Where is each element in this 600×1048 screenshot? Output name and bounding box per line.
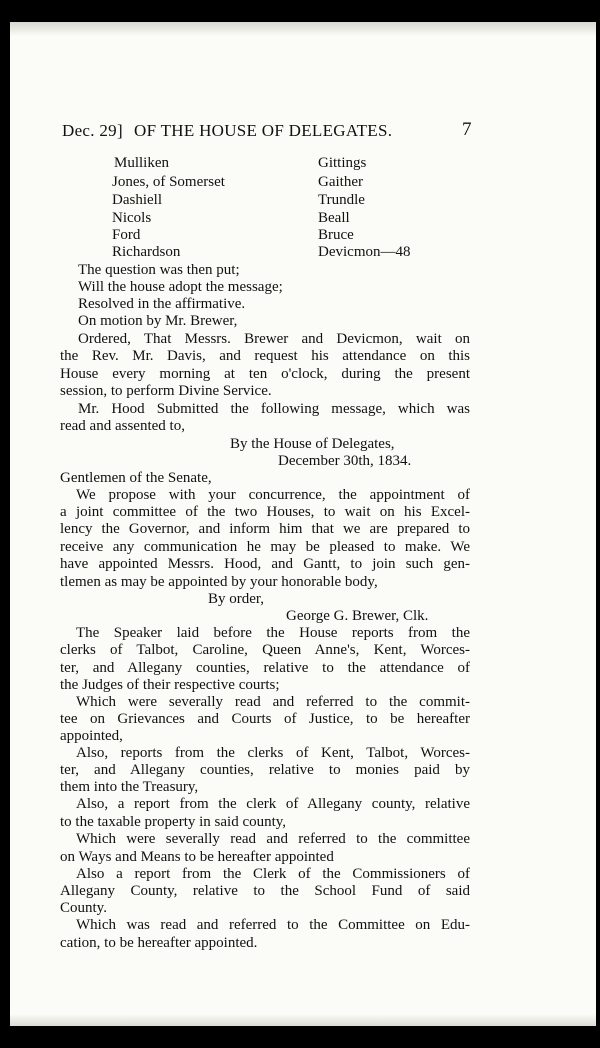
text-line: Gentlemen of the Senate, xyxy=(60,470,212,486)
text-line: on Ways and Means to be hereafter appointed xyxy=(60,849,334,865)
text-line: We propose with your concurrence, the appointment of xyxy=(76,487,470,503)
text-line: a joint committee of the two Houses, to wait on his Excel- xyxy=(60,504,470,520)
text-line: By the House of Delegates, xyxy=(230,436,395,452)
text-line: them into the Treasury, xyxy=(60,779,199,795)
text-line: Allegany County, relative to the School Fund of said xyxy=(60,883,470,899)
text-line: receive any communication he may be pleased to make. We xyxy=(60,539,470,555)
text-line: Ordered, That Messrs. Brewer and Devicmon, wait on xyxy=(78,331,470,347)
text-line: to the taxable property in said county, xyxy=(60,814,287,830)
text-line: session, to perform Divine Service. xyxy=(60,383,272,399)
text-line: Will the house adopt the message; xyxy=(78,279,283,295)
vote-name-right: Bruce xyxy=(318,227,354,243)
text-line: tee on Grievances and Courts of Justice, to be hereafter xyxy=(60,711,470,727)
text-line: the Judges of their respective courts; xyxy=(60,677,280,693)
vote-name-left: Ford xyxy=(112,227,141,243)
running-head-date: Dec. 29] xyxy=(62,121,123,140)
vote-name-left: Richardson xyxy=(112,244,181,260)
text-line: ter, and Allegany counties, relative to the attendance of xyxy=(60,660,470,676)
scan-border xyxy=(0,0,4,1048)
text-line: Which were severally read and referred to the commit- xyxy=(76,694,470,710)
text-line: cation, to be hereafter appointed. xyxy=(60,935,258,951)
text-line: George G. Brewer, Clk. xyxy=(286,608,429,624)
text-line: December 30th, 1834. xyxy=(278,453,412,469)
text-line: Mr. Hood Submitted the following message, which was xyxy=(78,401,470,417)
text-line: The Speaker laid before the House reports from the xyxy=(76,625,470,641)
text-line: have appointed Messrs. Hood, and Gantt, to join such gen- xyxy=(60,556,470,572)
text-line: tlemen as may be appointed by your honorable body, xyxy=(60,574,378,590)
vote-name-left: Mulliken xyxy=(114,155,169,171)
text-line: On motion by Mr. Brewer, xyxy=(78,313,238,329)
text-line: clerks of Talbot, Caroline, Queen Anne's, Kent, Worces- xyxy=(60,642,470,658)
text-line: The question was then put; xyxy=(78,262,240,278)
text-line: Also, reports from the clerks of Kent, Talbot, Worces- xyxy=(76,745,470,761)
text-line: Which were severally read and referred to the committee xyxy=(76,831,470,847)
text-line: Which was read and referred to the Committee on Edu- xyxy=(76,917,470,933)
text-line: House every morning at ten o'clock, during the present xyxy=(60,366,470,382)
text-line: ter, and Allegany counties, relative to monies paid by xyxy=(60,762,470,778)
vote-name-right: Gaither xyxy=(318,174,363,190)
vote-name-right: Trundle xyxy=(318,192,365,208)
vote-name-right: Beall xyxy=(318,210,350,226)
vote-name-right: Devicmon—48 xyxy=(318,244,411,260)
text-line: appointed, xyxy=(60,728,123,744)
text-line: the Rev. Mr. Davis, and request his attendance on this xyxy=(60,348,470,364)
page-number: 7 xyxy=(462,119,472,140)
text-line: read and assented to, xyxy=(60,418,185,434)
vote-name-left: Dashiell xyxy=(112,192,162,208)
text-line: Also, a report from the clerk of Allegany county, relative xyxy=(76,796,470,812)
running-head-title: OF THE HOUSE OF DELEGATES. xyxy=(134,121,393,140)
vote-name-right: Gittings xyxy=(318,155,367,171)
vote-name-left: Jones, of Somerset xyxy=(112,174,225,190)
vote-name-left: Nicols xyxy=(112,210,152,226)
text-line: lency the Governor, and inform him that we are prepared to xyxy=(60,521,470,537)
text-line: Also a report from the Clerk of the Commissioners of xyxy=(76,866,470,882)
text-line: County. xyxy=(60,900,107,916)
text-line: By order, xyxy=(208,591,265,607)
text-line: Resolved in the affirmative. xyxy=(78,296,246,312)
